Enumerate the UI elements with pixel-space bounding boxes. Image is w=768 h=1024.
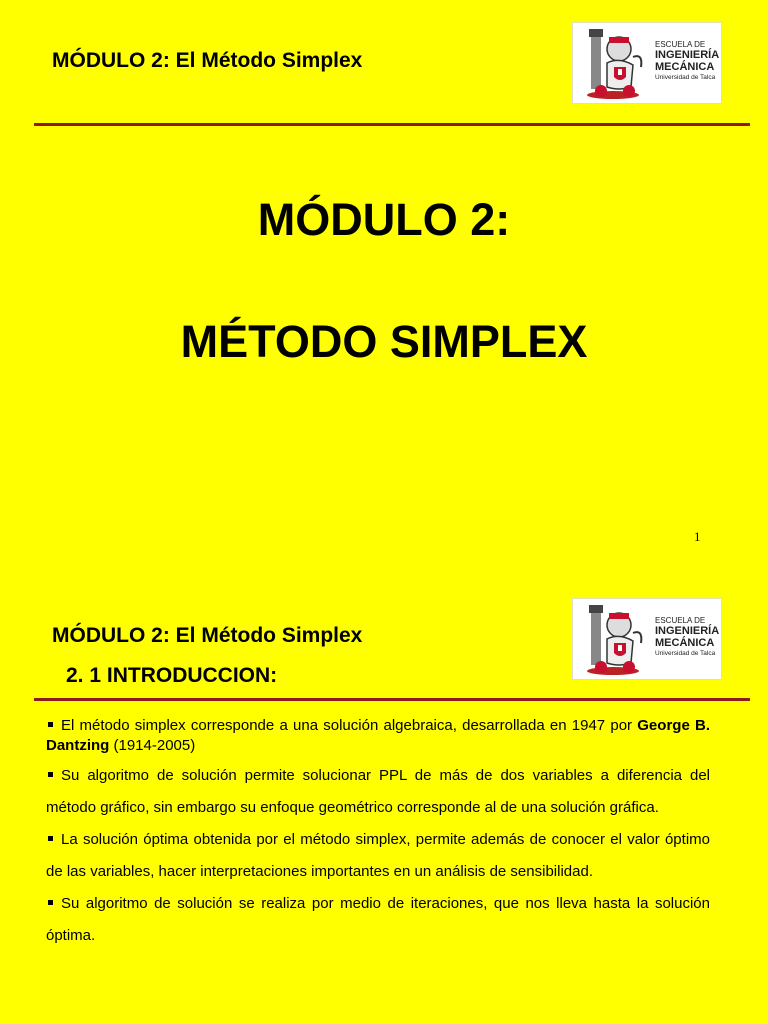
- logo-line-4: Universidad de Talca: [655, 74, 716, 81]
- section-heading: 2. 1 INTRODUCCION:: [66, 664, 278, 687]
- slide-2: [0, 590, 768, 1024]
- square-bullet-icon: [48, 722, 53, 727]
- logo-line-2: INGENIERÍA: [655, 49, 720, 61]
- square-bullet-icon: [48, 772, 53, 777]
- logo-text: [655, 617, 719, 658]
- bullet-text: El método simplex corresponde a una solución algebraica, desarrollada en 1947 por: [61, 717, 638, 734]
- square-bullet-icon: [48, 836, 53, 841]
- logo-line-1: ESCUELA DE: [655, 616, 706, 625]
- bullet-text: La solución óptima obtenida por el método simplex, permite además de conocer el valor óptimo de las variables, hacer interpretaciones importantes en un análisis de sensibilidad.: [46, 831, 710, 880]
- bullet-item: [46, 716, 710, 756]
- bullet-text: Su algoritmo de solución permite solucionar PPL de más de dos variables a diferencia del método gráfico, sin embargo su enfoque geométrico corresponde al de una solución gráfica.: [46, 767, 710, 816]
- logo-line-3: MECÁNICA: [655, 61, 715, 73]
- school-logo: [572, 598, 722, 680]
- logo-line-3: MECÁNICA: [655, 637, 715, 649]
- slide-header-title: MÓDULO 2: El Método Simplex: [52, 624, 363, 647]
- logo-line-4: Universidad de Talca: [655, 650, 716, 657]
- bullet-author: George B. Dantzing: [46, 717, 710, 754]
- slide-title-line-1: MÓDULO 2:: [257, 194, 511, 245]
- school-logo: [572, 22, 722, 104]
- header-divider: [34, 698, 750, 701]
- header-divider: [34, 123, 750, 126]
- bullet-text: Su algoritmo de solución se realiza por medio de iteraciones, que nos lleva hasta la solución óptima.: [46, 895, 710, 944]
- bullet-list: [46, 716, 710, 952]
- logo-text: [655, 41, 719, 82]
- mascot-icon: [577, 27, 651, 101]
- logo-line-2: INGENIERÍA: [655, 625, 720, 637]
- mascot-icon: [577, 603, 651, 677]
- page-number: 1: [694, 529, 701, 544]
- bullet-item: [46, 760, 710, 824]
- slide-title-line-2: MÉTODO SIMPLEX: [180, 316, 588, 367]
- square-bullet-icon: [48, 900, 53, 905]
- bullet-item: [46, 888, 710, 952]
- bullet-item: [46, 824, 710, 888]
- slide-header-title: MÓDULO 2: El Método Simplex: [52, 49, 363, 72]
- bullet-text-end: (1914-2005): [109, 737, 196, 754]
- logo-line-1: ESCUELA DE: [655, 40, 706, 49]
